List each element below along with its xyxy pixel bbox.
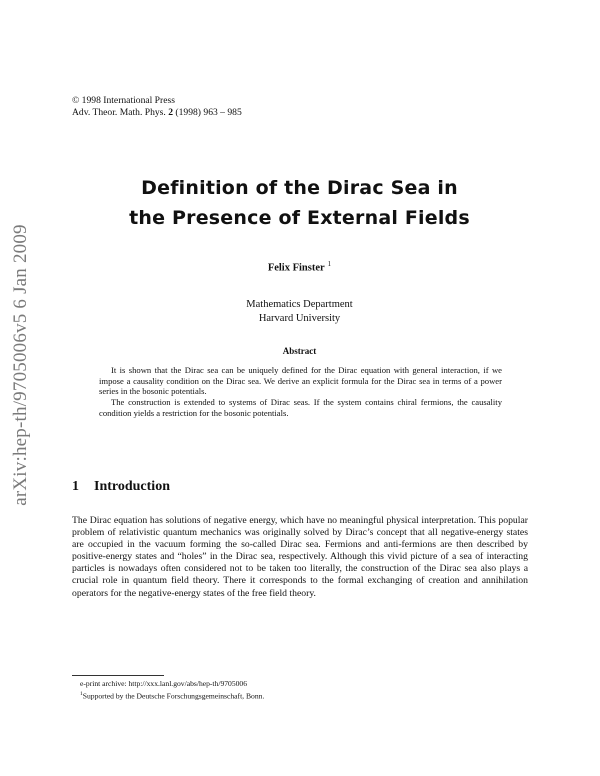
abstract-heading: Abstract [282, 346, 317, 356]
section-heading [72, 479, 170, 495]
paper-title [72, 173, 527, 233]
journal-citation [72, 107, 242, 119]
footnote-support-mark: 1 [80, 691, 83, 697]
affiliation [72, 298, 527, 326]
copyright-line: © 1998 International Press [72, 95, 175, 106]
section-body [72, 515, 528, 600]
section-title: Introduction [94, 479, 170, 494]
abstract-paragraph-1: It is shown that the Dirac sea can be uniquely defined for the Dirac equation with general interaction, if we impose a causality condition on the Dirac sea. We derive an explicit formula for the Dirac sea in terms of a power series in the bosonic potentials. [99, 365, 502, 397]
footnote-support-text: Supported by the Deutsche Forschungsgemeinschaft, Bonn. [82, 691, 265, 701]
body-paragraph: The Dirac equation has solutions of negative energy, which have no meaningful physical interpretation. This popular problem of relativistic quantum mechanics was originally solved by Dirac’s concept that all negative-energy states are occupied in the vacuum forming the so-called Dirac sea. Fermions and anti-fermions are then described by positive-energy states and “holes” in the Dirac sea, respectively. Although this vivid picture of a sea of interacting particles is nowadays often considered not to be taken too literally, the construction of the Dirac sea also plays a crucial role in quantum field theory. There it corresponds to the formal exchanging of creation and annihilation operators for the negative-energy states of the free field theory. [72, 515, 528, 599]
journal-volume: 2 [168, 107, 174, 118]
author-name: Felix Finster [267, 262, 325, 274]
title-line-1: Definition of the Dirac Sea in [141, 177, 458, 199]
arxiv-id: arXiv:hep-th/9705006v5 6 Jan 2009 [10, 224, 32, 506]
abstract-paragraph-2: The construction is extended to systems of Dirac seas. If the system contains chiral fermions, the causality condition yields a restriction for the bosonic potentials. [99, 397, 502, 418]
abstract [99, 365, 502, 419]
footnotes [80, 679, 264, 702]
author [72, 260, 527, 274]
section-number: 1 [72, 479, 79, 494]
footnote-rule [72, 675, 164, 676]
footnote-eprint: e-print archive: http://xxx.lanl.gov/abs/hep-th/9705006 [80, 679, 248, 688]
title-line-2: the Presence of External Fields [129, 207, 470, 229]
affiliation-university: Harvard University [258, 313, 341, 324]
author-footnote-mark: 1 [327, 260, 332, 268]
affiliation-department: Mathematics Department [246, 299, 353, 310]
footnote-support [80, 689, 264, 702]
journal-year-pages: (1998) 963 – 985 [175, 107, 242, 118]
arxiv-stamp [8, 215, 34, 515]
journal-header [72, 95, 242, 119]
journal-name: Adv. Theor. Math. Phys. [72, 107, 166, 118]
